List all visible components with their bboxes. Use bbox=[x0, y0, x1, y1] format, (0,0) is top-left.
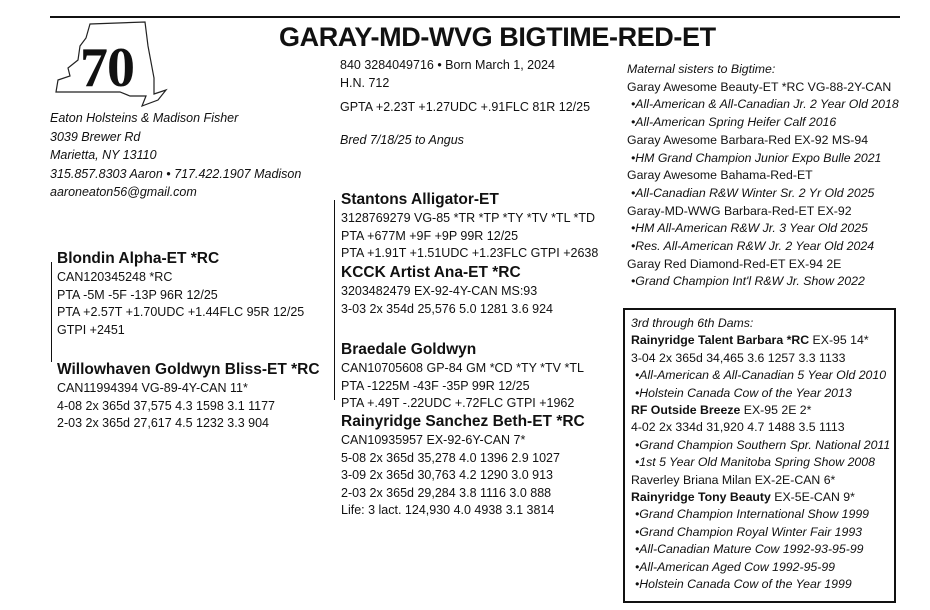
dams-honor-line: •Holstein Canada Cow of the Year 2013 bbox=[635, 385, 852, 400]
sister-honor-line: •Grand Champion Int'l R&W Jr. Show 2022 bbox=[631, 274, 865, 289]
dam-block bbox=[341, 263, 553, 318]
dams-cow-name: RF Outside Breeze bbox=[631, 403, 741, 418]
animal-gpta: GPTA +2.23T +1.27UDC +.91FLC 81R 12/25 bbox=[340, 100, 591, 114]
sister-honor-line: •All-American & All-Canadian Jr. 2 Year Old 2018 bbox=[631, 97, 899, 112]
dams-record-line: 4-02 2x 334d 31,920 4.7 1488 3.5 1113 bbox=[631, 420, 845, 435]
dams-cow-entry bbox=[631, 402, 890, 419]
dams-honor-line: •1st 5 Year Old Manitoba Spring Show 2008 bbox=[635, 455, 875, 470]
pedigree-bracket-mid bbox=[334, 200, 335, 400]
sire-dam-block bbox=[57, 360, 320, 433]
sire-sire-block bbox=[57, 249, 304, 339]
dam-line: 3-03 2x 354d 25,576 5.0 1281 3.6 924 bbox=[341, 301, 553, 316]
sire-block bbox=[341, 190, 598, 263]
sister-honor-line: •Res. All-American R&W Jr. 2 Year Old 2024 bbox=[631, 239, 875, 254]
dams-honor-line: •All-American & All-Canadian 5 Year Old 2010 bbox=[635, 368, 887, 383]
consignor-phone: 315.857.8303 Aaron • 717.422.1907 Madison bbox=[50, 166, 302, 181]
dams-cow-classification: EX-95 14* bbox=[809, 333, 869, 348]
dams-cow-name: Rainyridge Tony Beauty bbox=[631, 490, 771, 505]
sister-honor-line: •HM Grand Champion Junior Expo Bulle 2021 bbox=[631, 150, 882, 165]
dam-dam-line: 5-08 2x 365d 35,278 4.0 1396 2.9 1027 bbox=[341, 450, 560, 465]
dams-honor-line: •Grand Champion International Show 1999 bbox=[635, 507, 869, 522]
sister-record-line: Garay Awesome Barbara-Red EX-92 MS-94 bbox=[627, 132, 869, 147]
sister-record-line: Garay Awesome Bahama-Red-ET bbox=[627, 168, 813, 183]
dams-box bbox=[623, 308, 896, 603]
lot-badge bbox=[50, 16, 170, 116]
dams-record-line: Raverley Briana Milan EX-2E-CAN 6* bbox=[631, 472, 836, 487]
consignor-street: 3039 Brewer Rd bbox=[50, 129, 141, 144]
dam-sire-block bbox=[341, 340, 584, 413]
sister-record-line: Garay Red Diamond-Red-ET EX-94 2E bbox=[627, 256, 842, 271]
sire-sire-line: PTA -5M -5F -13P 96R 12/25 bbox=[57, 287, 218, 302]
sister-honor-line: •HM All-American R&W Jr. 3 Year Old 2025 bbox=[631, 221, 868, 236]
page-title: GARAY-MD-WVG BIGTIME-RED-ET bbox=[279, 22, 716, 52]
animal-bred: Bred 7/18/25 to Angus bbox=[340, 133, 464, 147]
dams-honor-line: •Holstein Canada Cow of the Year 1999 bbox=[635, 577, 852, 592]
animal-hn: H.N. 712 bbox=[340, 76, 390, 90]
sire-line: PTA +1.91T +1.51UDC +1.23FLC GTPI +2638 bbox=[341, 246, 599, 260]
top-rule bbox=[50, 16, 900, 18]
dam-dam-line: 2-03 2x 365d 29,284 3.8 1116 3.0 888 bbox=[341, 485, 552, 500]
sire-line: PTA +677M +9F +9P 99R 12/25 bbox=[341, 228, 519, 243]
dam-sire-name: Braedale Goldwyn bbox=[341, 341, 477, 358]
sire-sire-line: PTA +2.57T +1.70UDC +1.44FLC 95R 12/25 bbox=[57, 305, 305, 319]
dams-honor-line: •All-American Aged Cow 1992-95-99 bbox=[635, 559, 836, 574]
sire-sire-line: GTPI +2451 bbox=[57, 322, 125, 337]
sire-sire-line: CAN120345248 *RC bbox=[57, 270, 173, 284]
consignor-block bbox=[50, 109, 301, 202]
dams-record-line: 3-04 2x 365d 34,465 3.6 1257 3.3 1133 bbox=[631, 350, 846, 365]
sire-dam-line: 4-08 2x 365d 37,575 4.3 1598 3.1 1177 bbox=[57, 398, 276, 413]
maternal-sisters-list bbox=[627, 79, 899, 291]
animal-id: 840 3284049716 • Born March 1, 2024 bbox=[340, 58, 555, 72]
dams-heading: 3rd through 6th Dams: bbox=[631, 316, 754, 330]
dams-cow-classification: EX-95 2E 2* bbox=[740, 403, 812, 418]
dams-cow-entry bbox=[631, 332, 890, 349]
maternal-sisters-block bbox=[627, 61, 899, 291]
sister-honor-line: •All-American Spring Heifer Calf 2016 bbox=[631, 115, 837, 130]
dam-dam-line: 3-09 2x 365d 30,763 4.2 1290 3.0 913 bbox=[341, 468, 553, 482]
dams-honor-line: •Grand Champion Royal Winter Fair 1993 bbox=[635, 524, 863, 539]
dam-sire-line: PTA +.49T -.22UDC +.72FLC GTPI +1962 bbox=[341, 396, 575, 410]
sire-sire-name: Blondin Alpha-ET *RC bbox=[57, 250, 220, 267]
dam-dam-name: Rainyridge Sanchez Beth-ET *RC bbox=[341, 413, 585, 430]
dams-cow-entry bbox=[631, 489, 890, 506]
dam-dam-line: CAN10935957 EX-92-6Y-CAN 7* bbox=[341, 433, 526, 447]
sire-name: Stantons Alligator-ET bbox=[341, 191, 499, 208]
pedigree-bracket-left bbox=[51, 262, 52, 362]
sire-dam-name: Willowhaven Goldwyn Bliss-ET *RC bbox=[57, 361, 320, 378]
consignor-name: Eaton Holsteins & Madison Fisher bbox=[50, 111, 239, 125]
sister-record-line: Garay Awesome Beauty-ET *RC VG-88-2Y-CAN bbox=[627, 79, 892, 94]
sister-record-line: Garay-MD-WWG Barbara-Red-ET EX-92 bbox=[627, 203, 852, 218]
dam-sire-line: CAN10705608 GP-84 GM *CD *TY *TV *TL bbox=[341, 361, 584, 375]
dam-line: 3203482479 EX-92-4Y-CAN MS:93 bbox=[341, 284, 538, 298]
dams-cow-classification: EX-5E-CAN 9* bbox=[770, 490, 855, 505]
consignor-city: Marietta, NY 13110 bbox=[50, 148, 157, 162]
dam-name: KCCK Artist Ana-ET *RC bbox=[341, 264, 521, 281]
dam-dam-block bbox=[341, 412, 585, 520]
sire-line: 3128769279 VG-85 *TR *TP *TY *TV *TL *TD bbox=[341, 211, 596, 225]
lot-number: 70 bbox=[80, 37, 134, 99]
dams-list bbox=[631, 332, 890, 593]
maternal-sisters-heading: Maternal sisters to Bigtime: bbox=[627, 62, 776, 76]
sister-honor-line: •All-Canadian R&W Winter Sr. 2 Yr Old 2025 bbox=[631, 185, 875, 200]
dams-cow-name: Rainyridge Talent Barbara *RC bbox=[631, 333, 810, 348]
dam-dam-line: Life: 3 lact. 124,930 4.0 4938 3.1 3814 bbox=[341, 503, 555, 517]
dam-sire-line: PTA -1225M -43F -35P 99R 12/25 bbox=[341, 378, 530, 393]
sire-dam-line: 2-03 2x 365d 27,617 4.5 1232 3.3 904 bbox=[57, 416, 269, 430]
consignor-email[interactable]: aaroneaton56@gmail.com bbox=[50, 185, 197, 199]
dams-honor-line: •Grand Champion Southern Spr. National 2011 bbox=[635, 437, 891, 452]
sire-dam-line: CAN11994394 VG-89-4Y-CAN 11* bbox=[57, 381, 248, 395]
dams-honor-line: •All-Canadian Mature Cow 1992-93-95-99 bbox=[635, 542, 864, 557]
